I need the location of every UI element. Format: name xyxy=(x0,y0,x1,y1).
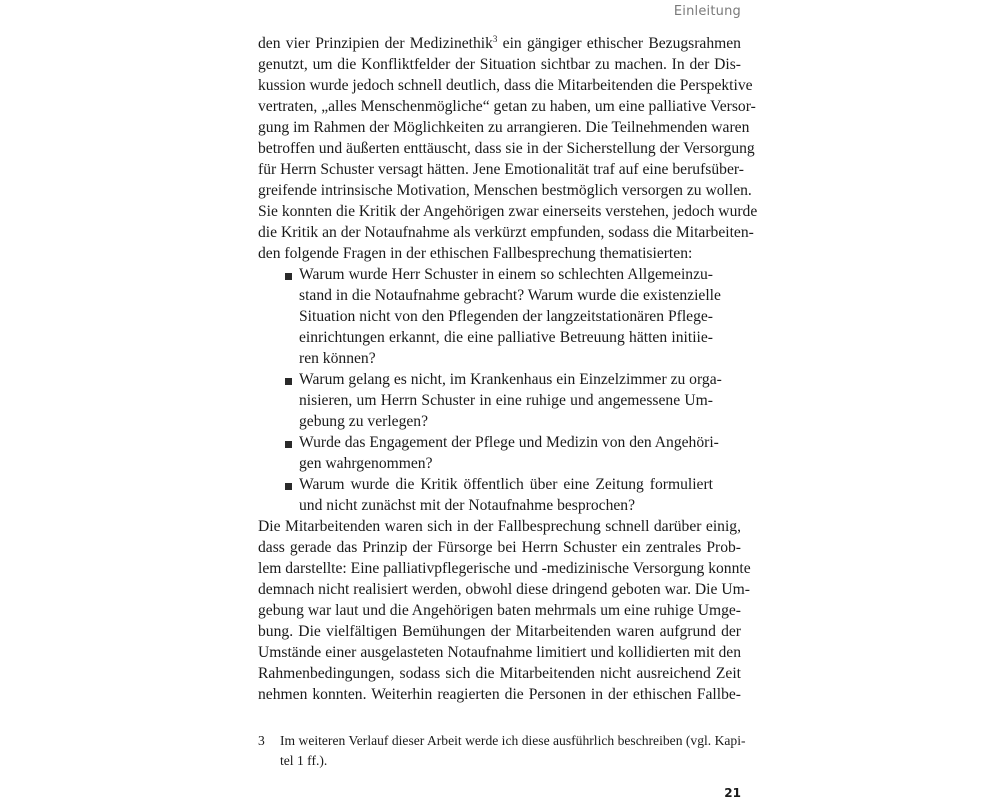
text-line: gung im Rahmen der Möglichkeiten zu arrangieren. Die Teilnehmenden waren xyxy=(258,119,750,136)
text-line: greifende intrinsische Motivation, Menschen bestmöglich versorgen zu wollen. xyxy=(258,182,752,199)
list-item-line xyxy=(258,474,713,495)
list-item-line xyxy=(258,432,719,453)
list-item-text: Warum wurde die Kritik öffentlich über eine Zeitung formuliert xyxy=(299,476,713,493)
text-line: für Herrn Schuster versagt hätten. Jene Emotionalität traf auf eine berufsüber- xyxy=(258,161,744,178)
footnote-reference[interactable]: 3 xyxy=(492,34,498,44)
text-line: Umstände einer ausgelasteten Notaufnahme limitiert und kollidierten mit den xyxy=(258,644,741,661)
text-line xyxy=(258,33,741,54)
list-item-text: Warum gelang es nicht, im Krankenhaus ein Einzelzimmer zu orga- xyxy=(299,371,722,388)
text-line: bung. Die vielfältigen Bemühungen der Mitarbeitenden waren aufgrund der xyxy=(258,623,741,640)
list-item-text: Warum wurde Herr Schuster in einem so schlechten Allgemeinzu- xyxy=(299,266,713,283)
text-line: den folgende Fragen in der ethischen Fallbesprechung thematisierten: xyxy=(258,245,693,262)
square-bullet-icon xyxy=(285,273,292,280)
list-item-line: gebung zu verlegen? xyxy=(299,413,429,430)
running-head: Einleitung xyxy=(673,4,741,19)
text-line: lem darstellte: Eine palliativpflegerische und -medizinische Versorgung konnte xyxy=(258,560,751,577)
footnote-line xyxy=(258,731,746,751)
footnote xyxy=(258,731,746,771)
text-line: vertraten, „alles Menschenmögliche“ getan zu haben, um eine palliative Versor- xyxy=(258,98,756,115)
list-item-line: einrichtungen erkannt, die eine palliative Betreuung hätten initiie- xyxy=(299,329,713,346)
list-item xyxy=(258,264,741,369)
list-item-line xyxy=(258,369,722,390)
body-text xyxy=(258,33,758,705)
text-line: nehmen konnten. Weiterhin reagierten die Personen in der ethischen Fallbe- xyxy=(258,686,741,703)
text-line: Sie konnten die Kritik der Angehörigen zwar einerseits verstehen, jedoch wurde xyxy=(258,203,758,220)
square-bullet-icon xyxy=(285,378,292,385)
page-number: 21 xyxy=(724,786,741,800)
text-line: Rahmenbedingungen, sodass sich die Mitarbeitenden nicht ausreichend Zeit xyxy=(258,665,741,682)
list-item-line: und nicht zunächst mit der Notaufnahme besprochen? xyxy=(299,497,636,514)
text-segment: ein gängiger ethischer Bezugsrahmen xyxy=(497,35,741,52)
list-item-line: nisieren, um Herrn Schuster in eine ruhige und angemessene Um- xyxy=(299,392,713,409)
list-item xyxy=(258,432,741,474)
list-item-text: Wurde das Engagement der Pflege und Medizin von den Angehöri- xyxy=(299,434,719,451)
paragraph xyxy=(258,516,751,705)
list-item-line: stand in die Notaufnahme gebracht? Warum wurde die existenzielle xyxy=(299,287,721,304)
paragraph xyxy=(258,33,758,264)
list-item-line: Situation nicht von den Pflegenden der langzeitstationären Pflege- xyxy=(299,308,713,325)
text-segment: den vier Prinzipien der Medizinethik xyxy=(258,35,493,52)
square-bullet-icon xyxy=(285,441,292,448)
text-line: kussion wurde jedoch schnell deutlich, dass die Mitarbeitenden die Perspektive xyxy=(258,77,753,94)
footnote-line: tel 1 ff.). xyxy=(280,753,328,768)
text-line: genutzt, um die Konfliktfelder der Situation sichtbar zu machen. In der Dis- xyxy=(258,56,741,73)
text-line: demnach nicht realisiert werden, obwohl diese dringend geboten war. Die Um- xyxy=(258,581,750,598)
footnote-number: 3 xyxy=(258,733,265,748)
footnote-text: Im weiteren Verlauf dieser Arbeit werde ich diese ausführlich beschreiben (vgl. Kapi- xyxy=(280,733,746,748)
text-line: Die Mitarbeitenden waren sich in der Fallbesprechung schnell darüber einig, xyxy=(258,518,741,535)
question-list xyxy=(258,264,741,516)
text-line: dass gerade das Prinzip der Fürsorge bei Herrn Schuster ein zentrales Prob- xyxy=(258,539,741,556)
list-item-line: gen wahrgenommen? xyxy=(299,455,433,472)
list-item-line: ren können? xyxy=(299,350,376,367)
text-line: gebung war laut und die Angehörigen baten mehrmals um eine ruhige Umge- xyxy=(258,602,741,619)
list-item-line xyxy=(258,264,713,285)
text-line: betroffen und äußerten enttäuscht, dass sie in der Sicherstellung der Versorgung xyxy=(258,140,755,157)
list-item xyxy=(258,369,741,432)
text-line: die Kritik an der Notaufnahme als verkürzt empfunden, sodass die Mitarbeiten- xyxy=(258,224,754,241)
square-bullet-icon xyxy=(285,483,292,490)
list-item xyxy=(258,474,741,516)
